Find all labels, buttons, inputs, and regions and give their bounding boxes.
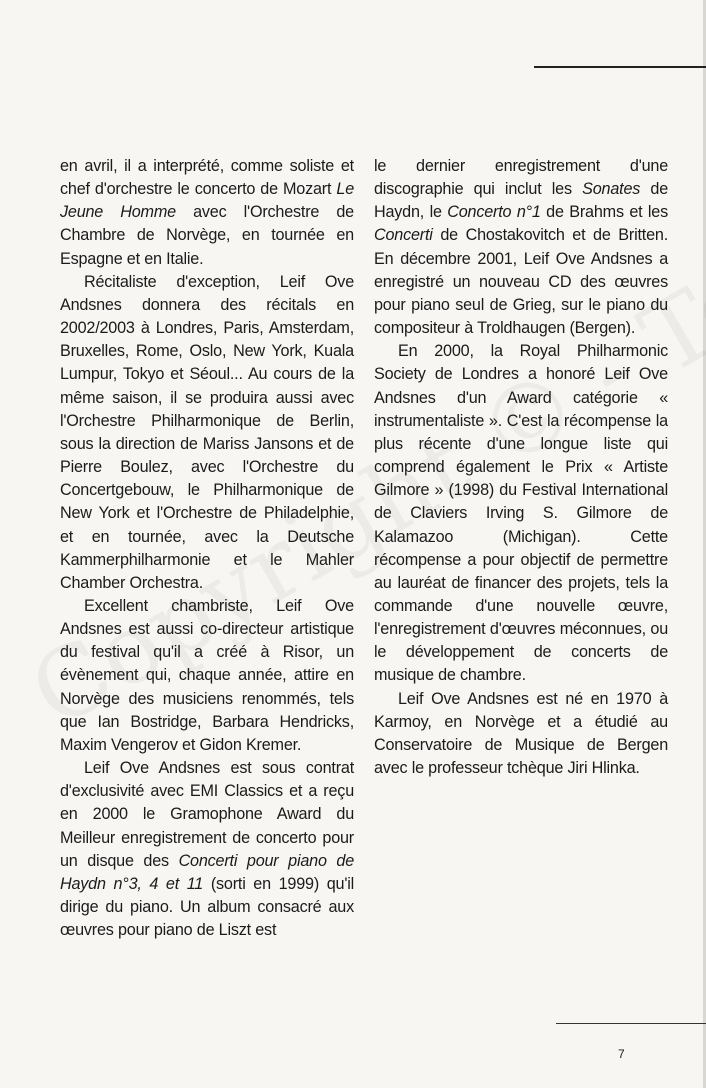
italic-title: Le Jeune Homme — [60, 180, 354, 222]
right-column — [374, 155, 668, 780]
text-run: en avril, il a interprété, comme soliste et chef d'orchestre le concerto de Mozart — [60, 157, 354, 199]
left-column — [60, 155, 354, 942]
text-run: de Chostakovitch et de Britten. En décembre 2001, Leif Ove Andsnes a enregistré un nouveau CD des œuvres pour piano seul de Grieg, sur le piano du compositeur à Troldhaugen (Bergen). — [374, 226, 668, 338]
text-run: (sorti en 1999) qu'il dirige du piano. Un album consacré aux œuvres pour piano de Liszt est — [60, 874, 354, 940]
paragraph: Leif Ove Andsnes est né en 1970 à Karmoy, en Norvège et a étudié au Conservatoire de Musique de Bergen avec le professeur tchèque Jiri Hlinka. — [374, 689, 668, 778]
italic-title: Concerti pour piano de Haydn n°3, 4 et 11 — [60, 851, 354, 893]
top-rule — [534, 66, 706, 68]
italic-title: Concerto n°1 — [447, 203, 541, 222]
paragraph: Excellent chambriste, Leif Ove Andsnes est aussi co-directeur artistique du festival qu'il a créé à Risor, un évènement qui, chaque année, attire en Norvège des musiciens renommés, tels que Ian Bostridge, Barbara Hendricks, Maxim Vengerov et Gidon Kremer. — [60, 596, 354, 754]
text-run: avec l'Orchestre de Chambre de Norvège, en tournée en Espagne et en Italie. — [60, 203, 354, 268]
italic-title: Concerti — [374, 226, 433, 245]
page-number: 7 — [618, 1047, 625, 1061]
paragraph — [60, 757, 354, 942]
paragraph: Récitaliste d'exception, Leif Ove Andsnes donnera des récitals en 2002/2003 à Londres, Paris, Amsterdam, Bruxelles, Rome, Oslo, New York, Kuala Lumpur, Tokyo et Séoul... Au cours de la même saison, il se produira aussi avec l'Orchestre Philharmonique de Berlin, sous la direction de Mariss Jansons et de Pierre Boulez, avec l'Orchestre du Concertgebouw, le Philharmonique de New York et l'Orchestre de Philadelphie, et en tournée, avec la Deutsche Kammerphilharmonie et le Mahler Chamber Orchestra. — [60, 272, 354, 592]
text-run: de Brahms et les — [540, 203, 668, 222]
paragraph — [60, 155, 354, 271]
italic-title: Sonates — [582, 180, 641, 199]
text-run: le dernier enregistrement d'une discographie qui inclut les — [374, 157, 668, 199]
paragraph — [374, 155, 668, 340]
text-run: Leif Ove Andsnes est sous contrat d'exclusivité avec EMI Classics et a reçu en 2000 le Gramophone Award du Meilleur enregistrement de concerto pour un disque des — [60, 759, 354, 870]
paragraph: En 2000, la Royal Philharmonic Society de Londres a honoré Leif Ove Andsnes d'un Award catégorie « instrumentaliste ». C'est la récompense la plus récente d'une longue liste qui comprend également le Prix « Artiste Gilmore » (1998) du Festival International de Claviers Irving S. Gilmore de Kalamazoo (Michigan). Cette récompense a pour objectif de permettre au lauréat de financer des projets, tels la commande d'une nouvelle œuvre, l'enregistrement d'œuvres méconnues, ou le développement de concerts de musique de chambre. — [374, 342, 668, 685]
text-run: de Haydn, le — [374, 180, 669, 222]
bottom-rule — [556, 1023, 706, 1024]
